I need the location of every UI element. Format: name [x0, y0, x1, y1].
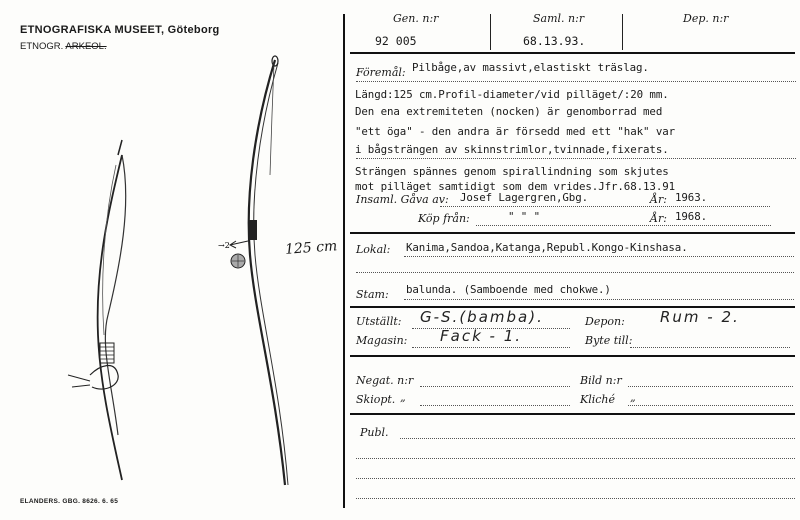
saml-label: Saml. n:r	[533, 12, 585, 25]
byte-label: Byte till:	[585, 334, 633, 347]
tribe-value: balunda. (Samboende med chokwe.)	[406, 283, 611, 296]
dotted-line	[420, 386, 570, 387]
gen-label: Gen. n:r	[393, 12, 439, 25]
dotted-line	[400, 438, 795, 439]
negat-label: Negat. n:r	[356, 374, 414, 387]
dotted-line	[628, 405, 793, 406]
dotted-line	[356, 272, 794, 273]
object-line-5: i bågsträngen av skinnstrimlor,tvinnade,fixerats.	[355, 143, 669, 156]
length-annotation: 125 cm	[284, 238, 338, 258]
depon-label: Depon:	[585, 315, 625, 328]
dotted-line	[412, 328, 570, 329]
skiopt-label: Skiopt.	[356, 393, 396, 406]
skiopt-ditto: „	[400, 391, 406, 404]
depon-value: Rum - 2.	[660, 308, 740, 326]
object-line-4: "ett öga" - den andra är försedd med ett "hak" var	[355, 125, 676, 138]
kliche-label: Kliché	[580, 393, 616, 406]
utstallt-value: G-S.(bamba).	[420, 308, 544, 326]
bow-sketch	[60, 55, 350, 495]
magasin-value: Fack - 1.	[440, 327, 523, 345]
dotted-line	[356, 498, 795, 499]
dotted-line	[404, 299, 794, 300]
dotted-line	[420, 405, 570, 406]
dotted-line	[404, 256, 794, 257]
utstallt-label: Utställt:	[356, 315, 402, 328]
header-separator	[622, 14, 623, 50]
object-line-2: Längd:125 cm.Profil-diameter/vid pilläget/:20 mm.	[355, 88, 669, 101]
publ-label: Publ.	[360, 426, 389, 439]
department-struck: ARKEOL.	[65, 41, 107, 52]
museum-name: ETNOGRAFISKA MUSEET, Göteborg	[20, 24, 220, 36]
year-label-1: År:	[650, 193, 667, 206]
header-separator	[490, 14, 491, 50]
magasin-label: Magasin:	[356, 334, 408, 347]
dotted-line	[356, 458, 795, 459]
object-line-7: mot pilläget samtidigt som dem vrides.Jfr.68.13.91	[355, 180, 676, 193]
insaml-value: Josef Lagergren,Gbg.	[460, 191, 589, 204]
dep-label: Dep. n:r	[683, 12, 729, 25]
dotted-line	[356, 158, 796, 159]
object-label: Föremål:	[356, 66, 406, 79]
gen-value: 92 005	[375, 34, 417, 48]
department-prefix: ETNOGR.	[20, 41, 64, 52]
saml-value: 68.13.93.	[523, 34, 586, 48]
kop-ditto: " " "	[508, 210, 541, 223]
dotted-line	[440, 206, 770, 207]
year-label-2: År:	[650, 212, 667, 225]
section-rule	[350, 355, 795, 357]
locality-value: Kanima,Sandoa,Katanga,Republ.Kongo-Kinshasa.	[406, 241, 688, 254]
dotted-line	[356, 478, 795, 479]
kliche-ditto: „	[630, 391, 636, 404]
divider-line	[343, 14, 345, 508]
year-value-1: 1963.	[675, 191, 708, 204]
section-rule	[350, 52, 795, 54]
locality-label: Lokal:	[356, 243, 391, 256]
section-rule	[350, 232, 795, 234]
section-rule	[350, 413, 795, 415]
printer-line: ELANDERS. GBG. 8626. 6. 65	[20, 498, 119, 505]
object-line-1: Pilbåge,av massivt,elastiskt träslag.	[412, 61, 649, 74]
dotted-line	[476, 225, 771, 226]
year-value-2: 1968.	[675, 210, 708, 223]
object-line-6: Strängen spännes genom spirallindning som skjutes	[355, 165, 669, 178]
dotted-line	[630, 347, 790, 348]
dotted-line	[628, 386, 793, 387]
kop-label: Köp från:	[418, 212, 470, 225]
bild-label: Bild n:r	[580, 374, 622, 387]
object-line-3: Den ena extremiteten (nocken) är genomborrad med	[355, 105, 663, 118]
dotted-line	[412, 347, 570, 348]
tribe-label: Stam:	[356, 288, 389, 301]
dotted-line	[356, 81, 796, 82]
insaml-label: Insaml. Gåva av:	[356, 193, 449, 206]
department-line	[20, 41, 107, 52]
svg-text:→2: →2	[218, 241, 230, 250]
